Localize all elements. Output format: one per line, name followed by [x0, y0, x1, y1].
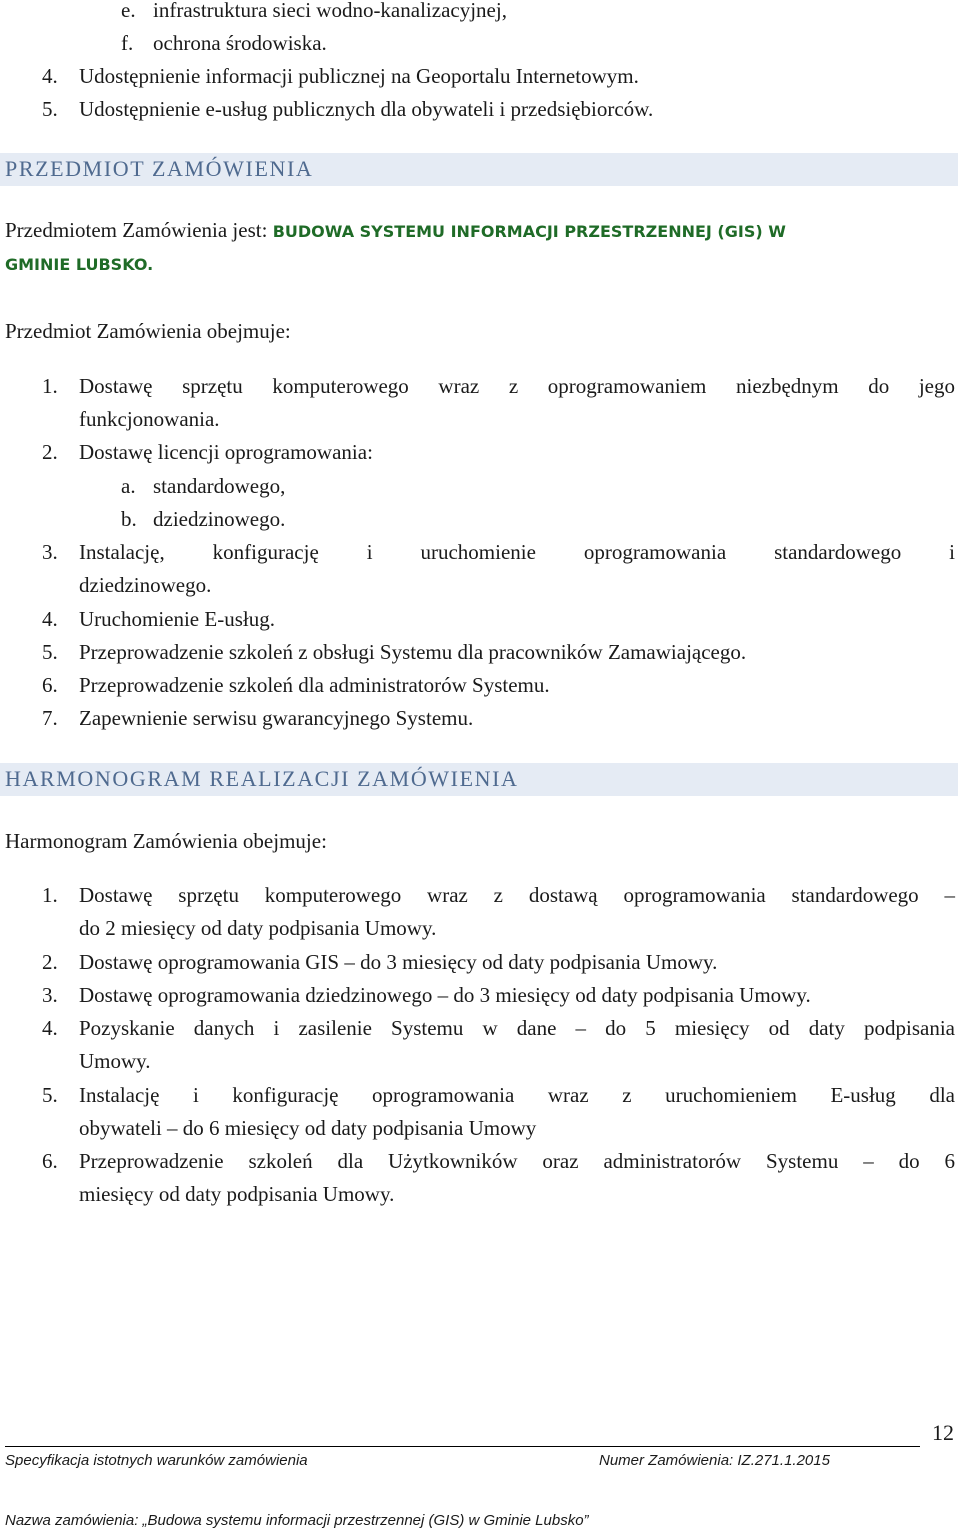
list-marker: a.: [121, 474, 136, 498]
list-text: Przeprowadzenie szkoleń dla Użytkowników oraz administratorów Systemu – do 6: [79, 1149, 955, 1173]
list-text: do 2 miesięcy od daty podpisania Umowy.: [79, 916, 437, 940]
footer-spec-title: Specyfikacja istotnych warunków zamówienia: [5, 1452, 308, 1469]
subject-paragraph: [5, 215, 786, 247]
list-marker: 2.: [42, 950, 58, 974]
list-text: Uruchomienie E-usług.: [79, 607, 275, 631]
list-text: Dostawę licencji oprogramowania:: [79, 440, 373, 464]
list-text: Przeprowadzenie szkoleń z obsługi Systemu dla pracowników Zamawiającego.: [79, 640, 747, 664]
list-marker: 5.: [42, 640, 58, 664]
list-text: funkcjonowania.: [79, 407, 220, 431]
list-text: Zapewnienie serwisu gwarancyjnego Systemu.: [79, 706, 474, 730]
list-marker: 5.: [42, 97, 58, 121]
subject-title-line1: BUDOWA SYSTEMU INFORMACJI PRZESTRZENNEJ (GIS) W: [272, 222, 786, 241]
list-text: Przeprowadzenie szkoleń dla administratorów Systemu.: [79, 673, 550, 697]
list-label: Przedmiot Zamówienia obejmuje:: [5, 319, 291, 343]
list-marker: 3.: [42, 540, 58, 564]
list-marker: 5.: [42, 1083, 58, 1107]
footer-order-number: Numer Zamówienia: IZ.271.1.2015: [599, 1452, 830, 1469]
list-text: Dostawę oprogramowania dziedzinowego – do 3 miesięcy od daty podpisania Umowy.: [79, 983, 811, 1007]
list-marker: 6.: [42, 673, 58, 697]
footer-order-name: Nazwa zamówienia: „Budowa systemu informacji przestrzennej (GIS) w Gminie Lubsko”: [5, 1512, 589, 1529]
list-text: standardowego,: [153, 474, 286, 498]
subject-paragraph-cont: [5, 248, 153, 280]
list-label: Harmonogram Zamówienia obejmuje:: [5, 829, 327, 853]
list-marker: e.: [121, 0, 136, 22]
page-number: 12: [932, 1420, 954, 1445]
list-text: miesięcy od daty podpisania Umowy.: [79, 1182, 395, 1206]
list-marker: b.: [121, 507, 137, 531]
section-heading-band: [0, 153, 958, 186]
list-text: Udostępnienie e-usług publicznych dla obywateli i przedsiębiorców.: [79, 97, 654, 121]
list-text: Pozyskanie danych i zasilenie Systemu w dane – do 5 miesięcy od daty podpisania: [79, 1016, 955, 1040]
list-text: infrastruktura sieci wodno-kanalizacyjnej,: [153, 0, 507, 22]
list-marker: 6.: [42, 1149, 58, 1173]
list-marker: 2.: [42, 440, 58, 464]
list-marker: f.: [121, 31, 134, 55]
list-text: Dostawę sprzętu komputerowego wraz z dostawą oprogramowania standardowego –: [79, 883, 955, 907]
section-heading: HARMONOGRAM REALIZACJI ZAMÓWIENIA: [5, 766, 519, 791]
list-text: dziedzinowego.: [153, 507, 286, 531]
list-marker: 1.: [42, 374, 58, 398]
list-text: Dostawę oprogramowania GIS – do 3 miesięcy od daty podpisania Umowy.: [79, 950, 718, 974]
footer-rule: [5, 1446, 920, 1447]
list-marker: 3.: [42, 983, 58, 1007]
list-marker: 7.: [42, 706, 58, 730]
section-heading-band: [0, 763, 958, 796]
list-marker: 4.: [42, 1016, 58, 1040]
subject-title-line2: GMINIE LUBSKO.: [5, 255, 154, 274]
list-text: Dostawę sprzętu komputerowego wraz z oprogramowaniem niezbędnym do jego: [79, 374, 955, 398]
subject-intro: Przedmiotem Zamówienia jest:: [5, 218, 273, 242]
list-marker: 1.: [42, 883, 58, 907]
list-marker: 4.: [42, 607, 58, 631]
list-text: Instalację, konfigurację i uruchomienie oprogramowania standardowego i: [79, 540, 955, 564]
list-text: Umowy.: [79, 1049, 151, 1073]
list-text: dziedzinowego.: [79, 573, 212, 597]
list-text: Instalację i konfigurację oprogramowania wraz z uruchomieniem E-usług dla: [79, 1083, 955, 1107]
list-text: ochrona środowiska.: [153, 31, 327, 55]
list-marker: 4.: [42, 64, 58, 88]
section-heading: PRZEDMIOT ZAMÓWIENIA: [5, 156, 314, 181]
list-text: obywateli – do 6 miesięcy od daty podpisania Umowy: [79, 1116, 537, 1140]
list-text: Udostępnienie informacji publicznej na Geoportalu Internetowym.: [79, 64, 639, 88]
